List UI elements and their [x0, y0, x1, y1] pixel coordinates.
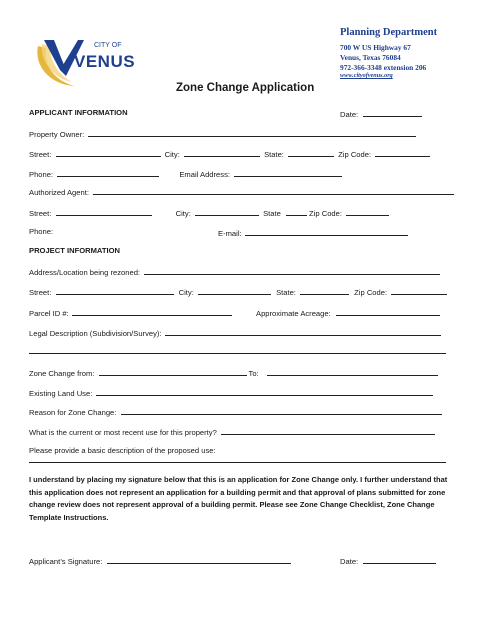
owner-street-field[interactable]	[56, 148, 161, 157]
property-owner-row	[29, 128, 416, 139]
applicant-date-field[interactable]	[363, 108, 422, 117]
project-heading: PROJECT INFORMATION	[29, 246, 120, 255]
parcel-row	[29, 307, 232, 318]
agent-state-label: State	[263, 209, 281, 218]
owner-phone-label: Phone:	[29, 170, 54, 179]
current-use-field[interactable]	[221, 426, 435, 435]
existing-use-field[interactable]	[96, 387, 433, 396]
signature-date-row	[340, 555, 436, 566]
form-title: Zone Change Application	[176, 82, 315, 94]
agent-city-label: City:	[175, 209, 191, 218]
current-use-label: What is the current or most recent use for this property?	[29, 428, 217, 437]
agent-row	[29, 186, 454, 197]
acreage-label: Approximate Acreage:	[256, 309, 331, 318]
owner-zip-label: Zip Code:	[338, 150, 372, 159]
zone-to-field[interactable]	[267, 367, 438, 376]
zone-from-label: Zone Change from:	[29, 369, 95, 378]
owner-city-field[interactable]	[184, 148, 260, 157]
logo-city-of: CITY OF	[94, 42, 122, 49]
project-address-field[interactable]	[144, 266, 440, 275]
agent-email-row	[218, 227, 408, 238]
existing-use-row	[29, 387, 433, 398]
property-owner-field[interactable]	[88, 128, 416, 137]
agent-field[interactable]	[93, 186, 454, 195]
agent-state-field[interactable]	[286, 207, 307, 216]
owner-phone-row	[29, 168, 342, 179]
acknowledgement-statement: I understand by placing my signature below that this is an application for Zone Change only. I further understand that this application does not represent an application for a building permit and that approval of plans submitted for zone change review does not represent approval of a building permit. Please see Zone Change Checklist, Zone Change Template Instructions.	[29, 475, 448, 523]
agent-street-row	[29, 207, 389, 218]
reason-row	[29, 406, 442, 417]
property-owner-label: Property Owner:	[29, 130, 85, 139]
signature-label: Applicant’s Signature:	[29, 557, 103, 566]
applicant-date-row	[340, 108, 422, 119]
owner-email-field[interactable]	[234, 168, 342, 177]
agent-city-field[interactable]	[195, 207, 259, 216]
owner-phone-field[interactable]	[57, 168, 159, 177]
agent-label: Authorized Agent:	[29, 188, 89, 197]
agent-phone-label: Phone:	[29, 227, 54, 236]
zone-from-field[interactable]	[99, 367, 247, 376]
project-city-field[interactable]	[198, 286, 271, 295]
department-website[interactable]: www.cityofvenus.org	[340, 72, 393, 79]
zone-change-row	[29, 367, 438, 378]
project-street-label: Street:	[29, 288, 52, 297]
project-zip-label: Zip Code:	[354, 288, 388, 297]
logo-venus: VENUS	[74, 52, 136, 71]
owner-state-field[interactable]	[288, 148, 334, 157]
proposed-use-field[interactable]	[29, 462, 446, 463]
owner-street-row	[29, 148, 430, 159]
owner-city-label: City:	[164, 150, 180, 159]
department-phone: 972-366-3348 extension 206	[340, 63, 427, 72]
department-address: 700 W US Highway 67	[340, 43, 411, 52]
applicant-date-label: Date:	[340, 110, 359, 119]
proposed-use-label: Please provide a basic description of the proposed use:	[29, 446, 216, 455]
agent-zip-field[interactable]	[346, 207, 389, 216]
current-use-row	[29, 426, 435, 437]
legal-row	[29, 327, 441, 338]
signature-field[interactable]	[107, 555, 291, 564]
parcel-label: Parcel ID #:	[29, 309, 69, 318]
project-street-row	[29, 286, 447, 297]
acreage-row	[256, 307, 440, 318]
project-city-label: City:	[178, 288, 194, 297]
signature-date-field[interactable]	[363, 555, 436, 564]
agent-zip-label: Zip Code:	[309, 209, 342, 218]
department-title: Planning Department	[340, 27, 438, 38]
existing-use-label: Existing Land Use:	[29, 389, 93, 398]
legal-field-line-2[interactable]	[29, 353, 446, 354]
city-logo	[30, 34, 134, 90]
applicant-heading: APPLICANT INFORMATION	[29, 108, 128, 117]
project-street-field[interactable]	[56, 286, 174, 295]
project-state-field[interactable]	[300, 286, 349, 295]
project-address-row	[29, 266, 440, 277]
zone-to-label: To:	[248, 369, 259, 378]
reason-field[interactable]	[121, 406, 442, 415]
agent-email-label: E-mail:	[218, 229, 242, 238]
parcel-field[interactable]	[72, 307, 232, 316]
project-state-label: State:	[276, 288, 296, 297]
project-address-label: Address/Location being rezoned:	[29, 268, 141, 277]
legal-field[interactable]	[165, 327, 441, 336]
owner-zip-field[interactable]	[375, 148, 430, 157]
acreage-field[interactable]	[336, 307, 440, 316]
agent-email-field[interactable]	[245, 227, 408, 236]
agent-street-field[interactable]	[56, 207, 152, 216]
department-city-state: Venus, Texas 76084	[340, 53, 401, 62]
signature-row	[29, 555, 291, 566]
project-zip-field[interactable]	[391, 286, 447, 295]
legal-label: Legal Description (Subdivision/Survey):	[29, 329, 162, 338]
signature-date-label: Date:	[340, 557, 359, 566]
owner-street-label: Street:	[29, 150, 52, 159]
reason-label: Reason for Zone Change:	[29, 408, 117, 417]
owner-state-label: State:	[264, 150, 284, 159]
agent-street-label: Street:	[29, 209, 52, 218]
owner-email-label: Email Address:	[179, 170, 230, 179]
